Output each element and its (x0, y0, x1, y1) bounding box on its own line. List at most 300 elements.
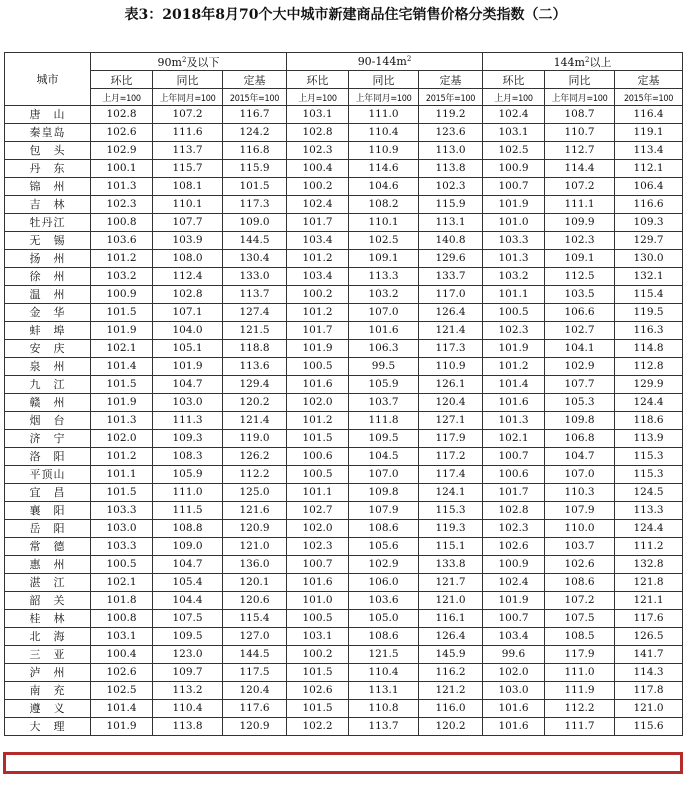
value-cell: 101.2 (287, 304, 349, 322)
table-row (5, 394, 683, 412)
value-cell: 100.2 (287, 286, 349, 304)
value-cell: 121.5 (223, 322, 287, 340)
value-cell: 103.3 (483, 232, 545, 250)
value-cell: 107.2 (153, 106, 223, 124)
value-cell: 103.3 (91, 502, 153, 520)
value-cell: 104.1 (545, 340, 615, 358)
value-cell: 113.7 (349, 718, 419, 736)
table-row (5, 268, 683, 286)
value-cell: 100.2 (287, 646, 349, 664)
value-cell: 120.2 (223, 394, 287, 412)
value-cell: 102.7 (287, 502, 349, 520)
value-cell: 105.4 (153, 574, 223, 592)
table-row (5, 196, 683, 214)
value-cell: 108.7 (545, 106, 615, 124)
value-cell: 109.8 (545, 412, 615, 430)
table-row (5, 538, 683, 556)
subcol-fixed-base: 定基 (615, 71, 683, 89)
table-row (5, 214, 683, 232)
value-cell: 102.6 (483, 538, 545, 556)
value-cell: 108.5 (545, 628, 615, 646)
value-cell: 132.8 (615, 556, 683, 574)
value-cell: 121.0 (223, 538, 287, 556)
value-cell: 109.3 (615, 214, 683, 232)
value-cell: 101.4 (91, 358, 153, 376)
value-cell: 102.6 (287, 682, 349, 700)
city-cell: 吉 林 (5, 196, 91, 214)
base-label: 上月=100 (483, 89, 545, 106)
value-cell: 111.2 (615, 538, 683, 556)
value-cell: 126.2 (223, 448, 287, 466)
value-cell: 124.5 (615, 484, 683, 502)
value-cell: 127.0 (223, 628, 287, 646)
value-cell: 106.3 (349, 340, 419, 358)
value-cell: 104.5 (349, 448, 419, 466)
value-cell: 101.3 (483, 250, 545, 268)
value-cell: 103.9 (153, 232, 223, 250)
value-cell: 101.5 (287, 700, 349, 718)
value-cell: 103.2 (349, 286, 419, 304)
value-cell: 100.5 (287, 358, 349, 376)
value-cell: 101.9 (91, 718, 153, 736)
value-cell: 103.6 (349, 592, 419, 610)
city-cell: 遵 义 (5, 700, 91, 718)
value-cell: 102.8 (287, 124, 349, 142)
value-cell: 117.6 (615, 610, 683, 628)
city-cell: 大 理 (5, 718, 91, 736)
value-cell: 103.7 (349, 394, 419, 412)
value-cell: 103.0 (91, 520, 153, 538)
value-cell: 109.7 (153, 664, 223, 682)
city-cell: 泉 州 (5, 358, 91, 376)
value-cell: 121.6 (223, 502, 287, 520)
value-cell: 124.4 (615, 394, 683, 412)
table-row (5, 628, 683, 646)
value-cell: 124.1 (419, 484, 483, 502)
value-cell: 102.9 (91, 142, 153, 160)
value-cell: 100.7 (483, 610, 545, 628)
value-cell: 116.1 (419, 610, 483, 628)
value-cell: 121.4 (419, 322, 483, 340)
value-cell: 110.7 (545, 124, 615, 142)
value-cell: 117.3 (419, 340, 483, 358)
table-row (5, 160, 683, 178)
value-cell: 107.0 (545, 466, 615, 484)
city-cell: 湛 江 (5, 574, 91, 592)
value-cell: 103.0 (483, 682, 545, 700)
value-cell: 121.0 (419, 592, 483, 610)
value-cell: 104.7 (153, 376, 223, 394)
value-cell: 101.9 (91, 394, 153, 412)
value-cell: 144.5 (223, 232, 287, 250)
table-row (5, 286, 683, 304)
table-row (5, 340, 683, 358)
value-cell: 121.1 (615, 592, 683, 610)
table-row (5, 322, 683, 340)
value-cell: 102.3 (287, 538, 349, 556)
city-cell: 平顶山 (5, 466, 91, 484)
value-cell: 116.0 (419, 700, 483, 718)
value-cell: 113.7 (223, 286, 287, 304)
table-row (5, 232, 683, 250)
table-row (5, 304, 683, 322)
value-cell: 107.7 (153, 214, 223, 232)
city-cell: 蚌 埠 (5, 322, 91, 340)
value-cell: 125.0 (223, 484, 287, 502)
base-label: 2015年=100 (615, 89, 683, 106)
value-cell: 101.9 (483, 196, 545, 214)
value-cell: 113.1 (419, 214, 483, 232)
value-cell: 105.1 (153, 340, 223, 358)
value-cell: 115.3 (615, 466, 683, 484)
base-label: 上年同月=100 (545, 89, 615, 106)
value-cell: 100.8 (91, 610, 153, 628)
table-row (5, 682, 683, 700)
value-cell: 117.3 (223, 196, 287, 214)
value-cell: 118.8 (223, 340, 287, 358)
value-cell: 103.4 (287, 232, 349, 250)
value-cell: 119.3 (419, 520, 483, 538)
subcol-mom: 环比 (91, 71, 153, 89)
value-cell: 101.9 (483, 340, 545, 358)
value-cell: 106.6 (545, 304, 615, 322)
city-cell: 安 庆 (5, 340, 91, 358)
value-cell: 101.9 (153, 358, 223, 376)
value-cell: 100.6 (483, 466, 545, 484)
value-cell: 102.4 (483, 574, 545, 592)
table-row (5, 502, 683, 520)
value-cell: 102.6 (545, 556, 615, 574)
value-cell: 113.4 (615, 142, 683, 160)
value-cell: 108.6 (349, 628, 419, 646)
value-cell: 109.5 (349, 430, 419, 448)
base-label: 上年同月=100 (153, 89, 223, 106)
highlight-box (3, 752, 683, 774)
value-cell: 100.9 (483, 556, 545, 574)
value-cell: 102.7 (545, 322, 615, 340)
table-row (5, 124, 683, 142)
value-cell: 109.5 (153, 628, 223, 646)
value-cell: 101.4 (91, 700, 153, 718)
value-cell: 115.7 (153, 160, 223, 178)
city-cell: 无 锡 (5, 232, 91, 250)
city-cell: 桂 林 (5, 610, 91, 628)
value-cell: 126.1 (419, 376, 483, 394)
value-cell: 111.9 (545, 682, 615, 700)
table-row (5, 574, 683, 592)
value-cell: 124.2 (223, 124, 287, 142)
value-cell: 110.4 (349, 664, 419, 682)
value-cell: 115.4 (615, 286, 683, 304)
value-cell: 102.6 (91, 664, 153, 682)
value-cell: 114.4 (545, 160, 615, 178)
city-cell: 南 充 (5, 682, 91, 700)
value-cell: 103.3 (91, 538, 153, 556)
value-cell: 101.1 (483, 286, 545, 304)
value-cell: 104.6 (349, 178, 419, 196)
value-cell: 115.1 (419, 538, 483, 556)
city-cell: 九 江 (5, 376, 91, 394)
value-cell: 104.4 (153, 592, 223, 610)
value-cell: 101.5 (91, 304, 153, 322)
value-cell: 116.6 (615, 196, 683, 214)
group-header-medium: $90-144m^2$ (287, 53, 483, 71)
city-cell: 赣 州 (5, 394, 91, 412)
value-cell: 101.6 (483, 700, 545, 718)
value-cell: 112.2 (223, 466, 287, 484)
table-row (5, 448, 683, 466)
value-cell: 127.1 (419, 412, 483, 430)
table-title: 表3：2018年8月70个大中城市新建商品住宅销售价格分类指数（二） (124, 7, 567, 23)
value-cell: 102.3 (483, 520, 545, 538)
value-cell: 100.7 (483, 448, 545, 466)
value-cell: 126.5 (615, 628, 683, 646)
city-cell: 三 亚 (5, 646, 91, 664)
value-cell: 108.0 (153, 250, 223, 268)
value-cell: 108.6 (349, 520, 419, 538)
city-cell: 秦皇岛 (5, 124, 91, 142)
value-cell: 102.5 (483, 142, 545, 160)
value-cell: 104.0 (153, 322, 223, 340)
value-cell: 111.1 (545, 196, 615, 214)
value-cell: 117.5 (223, 664, 287, 682)
value-cell: 110.0 (545, 520, 615, 538)
value-cell: 120.2 (419, 718, 483, 736)
subcol-yoy: 同比 (349, 71, 419, 89)
value-cell: 133.8 (419, 556, 483, 574)
value-cell: 113.8 (419, 160, 483, 178)
value-cell: 100.5 (91, 556, 153, 574)
value-cell: 113.6 (223, 358, 287, 376)
value-cell: 136.0 (223, 556, 287, 574)
value-cell: 101.3 (91, 412, 153, 430)
value-cell: 117.4 (419, 466, 483, 484)
city-cell: 惠 州 (5, 556, 91, 574)
value-cell: 108.6 (545, 574, 615, 592)
base-label: 上月=100 (91, 89, 153, 106)
value-cell: 109.0 (223, 214, 287, 232)
value-cell: 102.3 (419, 178, 483, 196)
value-cell: 105.3 (545, 394, 615, 412)
value-cell: 144.5 (223, 646, 287, 664)
value-cell: 117.9 (419, 430, 483, 448)
city-cell: 锦 州 (5, 178, 91, 196)
value-cell: 102.9 (349, 556, 419, 574)
value-cell: 124.4 (615, 520, 683, 538)
value-cell: 111.5 (153, 502, 223, 520)
table-row (5, 358, 683, 376)
value-cell: 100.5 (483, 304, 545, 322)
price-index-table (4, 52, 683, 736)
value-cell: 113.0 (419, 142, 483, 160)
value-cell: 101.0 (483, 214, 545, 232)
value-cell: 123.6 (419, 124, 483, 142)
value-cell: 104.7 (545, 448, 615, 466)
value-cell: 102.3 (91, 196, 153, 214)
value-cell: 101.6 (287, 574, 349, 592)
value-cell: 102.1 (91, 340, 153, 358)
city-cell: 泸 州 (5, 664, 91, 682)
value-cell: 101.7 (287, 322, 349, 340)
value-cell: 103.1 (287, 106, 349, 124)
value-cell: 103.0 (153, 394, 223, 412)
value-cell: 108.8 (153, 520, 223, 538)
value-cell: 101.2 (287, 250, 349, 268)
value-cell: 102.3 (483, 322, 545, 340)
table-row (5, 646, 683, 664)
value-cell: 111.3 (153, 412, 223, 430)
value-cell: 145.9 (419, 646, 483, 664)
value-cell: 101.0 (287, 592, 349, 610)
value-cell: 103.4 (483, 628, 545, 646)
value-cell: 100.7 (287, 556, 349, 574)
value-cell: 105.6 (349, 538, 419, 556)
value-cell: 107.7 (545, 376, 615, 394)
table-row (5, 430, 683, 448)
value-cell: 110.4 (153, 700, 223, 718)
base-label: 2015年=100 (223, 89, 287, 106)
city-cell: 宜 昌 (5, 484, 91, 502)
value-cell: 116.2 (419, 664, 483, 682)
city-cell: 温 州 (5, 286, 91, 304)
value-cell: 101.2 (91, 250, 153, 268)
table-row (5, 178, 683, 196)
value-cell: 113.7 (153, 142, 223, 160)
table-row (5, 484, 683, 502)
table-row (5, 250, 683, 268)
value-cell: 101.3 (91, 178, 153, 196)
value-cell: 102.2 (287, 718, 349, 736)
value-cell: 102.4 (483, 106, 545, 124)
value-cell: 120.6 (223, 592, 287, 610)
table-row (5, 520, 683, 538)
value-cell: 103.6 (91, 232, 153, 250)
value-cell: 102.0 (287, 394, 349, 412)
value-cell: 112.1 (615, 160, 683, 178)
value-cell: 100.9 (91, 286, 153, 304)
value-cell: 113.3 (349, 268, 419, 286)
value-cell: 103.1 (91, 628, 153, 646)
value-cell: 130.0 (615, 250, 683, 268)
value-cell: 111.7 (545, 718, 615, 736)
value-cell: 111.6 (153, 124, 223, 142)
value-cell: 116.8 (223, 142, 287, 160)
value-cell: 102.5 (91, 682, 153, 700)
value-cell: 102.0 (287, 520, 349, 538)
subcol-mom: 环比 (483, 71, 545, 89)
value-cell: 115.6 (615, 718, 683, 736)
value-cell: 106.4 (615, 178, 683, 196)
value-cell: 100.9 (483, 160, 545, 178)
value-cell: 103.2 (91, 268, 153, 286)
city-cell: 北 海 (5, 628, 91, 646)
value-cell: 121.2 (419, 682, 483, 700)
value-cell: 102.9 (545, 358, 615, 376)
value-cell: 108.2 (349, 196, 419, 214)
value-cell: 101.2 (483, 358, 545, 376)
value-cell: 115.3 (615, 448, 683, 466)
base-label: 上月=100 (287, 89, 349, 106)
value-cell: 112.2 (545, 700, 615, 718)
value-cell: 99.6 (483, 646, 545, 664)
value-cell: 126.4 (419, 628, 483, 646)
value-cell: 117.2 (419, 448, 483, 466)
value-cell: 105.0 (349, 610, 419, 628)
value-cell: 113.8 (153, 718, 223, 736)
value-cell: 108.1 (153, 178, 223, 196)
value-cell: 116.3 (615, 322, 683, 340)
value-cell: 113.9 (615, 430, 683, 448)
value-cell: 112.8 (615, 358, 683, 376)
value-cell: 107.2 (545, 592, 615, 610)
value-cell: 114.8 (615, 340, 683, 358)
value-cell: 102.3 (287, 142, 349, 160)
value-cell: 121.7 (419, 574, 483, 592)
city-cell: 济 宁 (5, 430, 91, 448)
value-cell: 101.3 (483, 412, 545, 430)
value-cell: 109.0 (153, 538, 223, 556)
value-cell: 100.7 (483, 178, 545, 196)
value-cell: 101.9 (483, 592, 545, 610)
value-cell: 101.5 (91, 484, 153, 502)
city-cell: 唐 山 (5, 106, 91, 124)
value-cell: 129.4 (223, 376, 287, 394)
value-cell: 117.9 (545, 646, 615, 664)
value-cell: 102.5 (349, 232, 419, 250)
subcol-fixed-base: 定基 (223, 71, 287, 89)
value-cell: 118.6 (615, 412, 683, 430)
value-cell: 109.1 (545, 250, 615, 268)
value-cell: 106.8 (545, 430, 615, 448)
value-cell: 111.8 (349, 412, 419, 430)
value-cell: 101.7 (287, 214, 349, 232)
value-cell: 101.5 (287, 664, 349, 682)
value-cell: 103.1 (483, 124, 545, 142)
value-cell: 110.9 (349, 142, 419, 160)
table-row (5, 142, 683, 160)
value-cell: 101.5 (91, 376, 153, 394)
value-cell: 113.3 (615, 502, 683, 520)
value-cell: 120.4 (223, 682, 287, 700)
subcol-yoy: 同比 (545, 71, 615, 89)
value-cell: 100.4 (287, 160, 349, 178)
value-cell: 102.1 (483, 430, 545, 448)
value-cell: 101.2 (91, 448, 153, 466)
value-cell: 101.9 (91, 322, 153, 340)
value-cell: 113.2 (153, 682, 223, 700)
value-cell: 127.4 (223, 304, 287, 322)
table-row (5, 664, 683, 682)
value-cell: 100.1 (91, 160, 153, 178)
value-cell: 100.8 (91, 214, 153, 232)
value-cell: 120.9 (223, 718, 287, 736)
value-cell: 101.8 (91, 592, 153, 610)
value-cell: 107.1 (153, 304, 223, 322)
value-cell: 119.2 (419, 106, 483, 124)
value-cell: 100.6 (287, 448, 349, 466)
group-header-small: $90m^2$及以下 (91, 53, 287, 71)
value-cell: 120.9 (223, 520, 287, 538)
subcol-yoy: 同比 (153, 71, 223, 89)
value-cell: 140.8 (419, 232, 483, 250)
city-cell: 常 德 (5, 538, 91, 556)
value-cell: 99.5 (349, 358, 419, 376)
city-column-header: 城市 (5, 53, 91, 106)
value-cell: 101.6 (483, 718, 545, 736)
value-cell: 117.0 (419, 286, 483, 304)
value-cell: 111.0 (349, 106, 419, 124)
value-cell: 121.4 (223, 412, 287, 430)
